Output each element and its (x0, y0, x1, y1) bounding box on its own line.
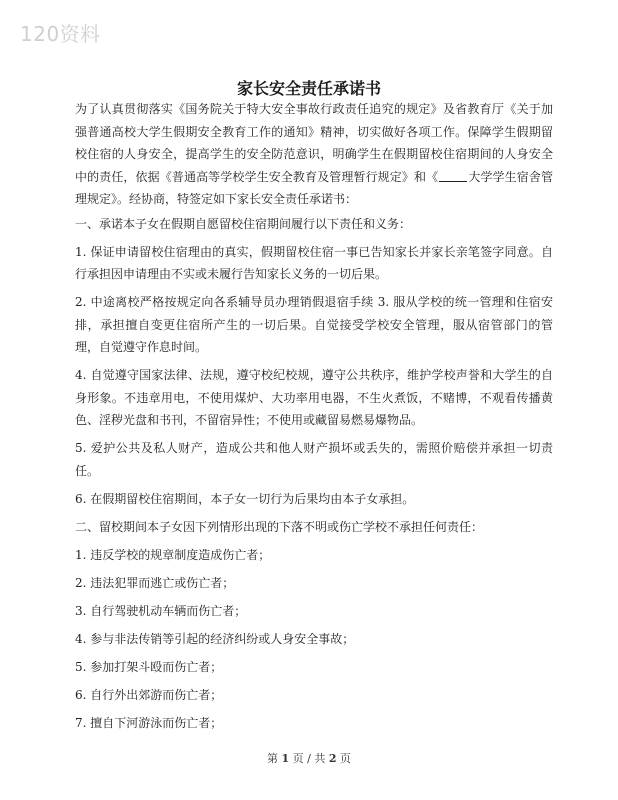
exemption-item: 5. 参加打架斗殴而伤亡者； (75, 659, 223, 674)
watermark-logo: 120资料 (20, 22, 101, 46)
document-title: 家长安全责任承诺书 (236, 79, 381, 98)
exemption-item: 4. 参与非法传销等引起的经济纠纷或人身安全事故； (75, 631, 355, 646)
intro-paragraph (75, 98, 553, 211)
duty-item: 6. 在假期留校住宿期间，本子女一切行为后果均由本子女承担。 (75, 491, 415, 506)
total-page-count: 2 (328, 752, 337, 765)
intro-text-a: 为了认真贯彻落实《国务院关于特大安全事故行政责任追究的规定》及省教育厅《关于加强普通高校大学生假期安全教育工作的通知》精神，切实做好各项工作。保障学生假期留校住宿的人身安全，提高学生的安全防范意识，明确学生在假期留校住宿期间的人身安全中的责任，依据《普通高等学校学生安全教育及管理暂行规定》和《 (75, 102, 553, 184)
section-heading-exemptions: 二、留校期间本子女因下列情形出现的下落不明或伤亡学校不承担任何责任： (75, 519, 484, 534)
page-footer (0, 750, 618, 766)
duty-item: 1. 保证申请留校住宿理由的真实，假期留校住宿一事已告知家长并家长亲笔签字同意。自行承担因申请理由不实或未履行告知家长义务的一切后果。 (75, 244, 553, 281)
footer-prefix: 第 (266, 752, 282, 765)
duty-item: 5. 爱护公共及私人财产，造成公共和他人财产损坏或丢失的，需照价赔偿并承担一切责任。 (75, 441, 553, 478)
exemption-item: 1. 违反学校的规章制度造成伤亡者； (75, 547, 271, 562)
section-heading-duties: 一、承诺本子女在假期自愿留校住宿期间履行以下责任和义务： (75, 216, 412, 231)
document-body (75, 98, 553, 740)
intro-text-b: 大学学生宿舍管理规定》。经协商，特签定如下家长安全责任承诺书： (75, 169, 553, 206)
fill-in-blank (439, 169, 467, 182)
exemption-item: 6. 自行外出郊游而伤亡者； (75, 687, 223, 702)
exemption-item: 2. 违法犯罪而逃亡或伤亡者； (75, 575, 235, 590)
duty-item: 4. 自觉遵守国家法律、法规，遵守校纪校规，遵守公共秩序，维护学校声誉和大学生的自身形象。不违章用电，不使用煤炉、大功率用电器，不生火煮饭，不赌博，不观看传播黄色、淫秽光盘和书刊，不留宿异性；不使用或藏留易燃易爆物品。 (75, 368, 553, 427)
footer-middle: 页 / 共 (289, 752, 329, 765)
exemption-item: 7. 擅自下河游泳而伤亡者； (75, 715, 223, 730)
duty-item: 2. 中途离校严格按规定向各系辅导员办理销假退宿手续 3. 服从学校的统一管理和住宿安排，承担擅自变更住宿所产生的一切后果。自觉接受学校安全管理，服从宿管部门的管理，自觉遵守作息时间。 (75, 295, 553, 354)
footer-suffix: 页 (336, 752, 351, 765)
exemption-item: 3. 自行驾驶机动车辆而伤亡者； (75, 603, 247, 618)
current-page-number: 1 (281, 752, 290, 765)
